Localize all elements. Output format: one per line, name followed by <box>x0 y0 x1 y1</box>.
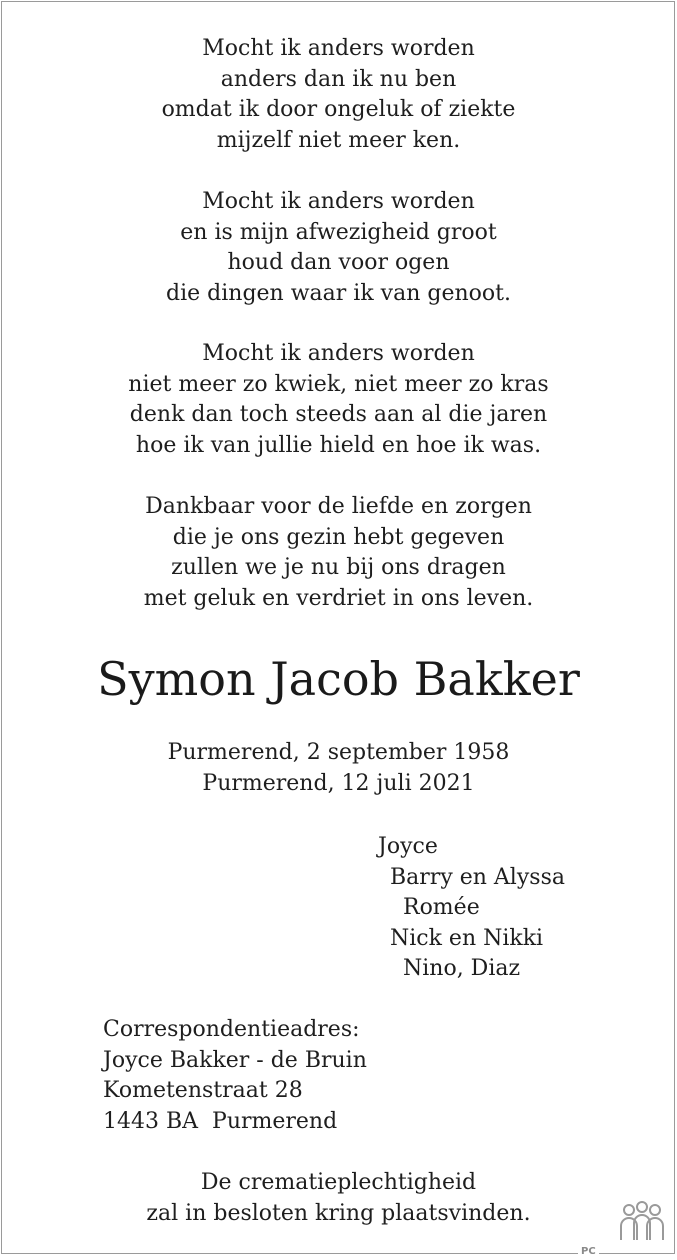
poem-line: omdat ik door ongeluk of ziekte <box>161 97 516 122</box>
poem-line: houd dan voor ogen <box>227 250 450 275</box>
people-group-icon <box>617 1200 667 1246</box>
death-date: Purmerend, 12 juli 2021 <box>202 770 475 796</box>
poem-line: die je ons gezin hebt gegeven <box>172 524 505 550</box>
poem-line: anders dan ik nu ben <box>220 66 457 92</box>
deceased-name: Symon Jacob Bakker <box>97 652 580 706</box>
poem-line: niet meer zo kwiek, niet meer zo kras <box>128 371 549 397</box>
closing-line: zal in besloten kring plaatsvinden. <box>146 1200 531 1226</box>
poem-stanza-1 <box>0 34 677 156</box>
poem-stanza-4 <box>0 492 677 614</box>
family-member: Romée <box>403 895 480 920</box>
poem-line: die dingen waar ik van genoot. <box>166 280 511 306</box>
poem-line: zullen we je nu bij ons dragen <box>171 555 506 580</box>
poem-line: denk dan toch steeds aan al die jaren <box>129 402 548 427</box>
closing-note <box>0 1168 677 1229</box>
address-street: Kometenstraat 28 <box>103 1078 303 1103</box>
family-member: Nino, Diaz <box>403 956 521 981</box>
poem-stanza-2 <box>0 187 677 309</box>
family-member: Nick en Nikki <box>390 925 544 951</box>
poem-line: mijzelf niet meer ken. <box>216 127 461 153</box>
closing-line: De crematieplechtigheid <box>200 1170 477 1195</box>
address-heading: Correspondentieadres: <box>103 1017 360 1042</box>
poem-line: met geluk en verdriet in ons leven. <box>143 585 534 611</box>
poem-stanza-3 <box>0 339 677 461</box>
life-dates <box>0 738 677 799</box>
poem-line: en is mijn afwezigheid groot <box>180 219 497 245</box>
poem-line: Mocht ik anders worden <box>202 341 475 366</box>
correspondence-address <box>103 1015 367 1137</box>
family-member: Joyce <box>378 834 438 859</box>
pc-label: PC <box>578 1246 599 1258</box>
poem-line: Dankbaar voor de liefde en zorgen <box>145 494 532 519</box>
address-name: Joyce Bakker - de Bruin <box>103 1047 367 1073</box>
birth-date: Purmerend, 2 september 1958 <box>167 740 510 765</box>
poem-line: hoe ik van jullie hield en hoe ik was. <box>135 432 542 458</box>
family-list <box>378 832 565 985</box>
family-member: Barry en Alyssa <box>390 864 565 890</box>
poem-line: Mocht ik anders worden <box>202 36 475 61</box>
address-city: 1443 BA Purmerend <box>103 1108 338 1134</box>
poem-line: Mocht ik anders worden <box>202 189 475 214</box>
